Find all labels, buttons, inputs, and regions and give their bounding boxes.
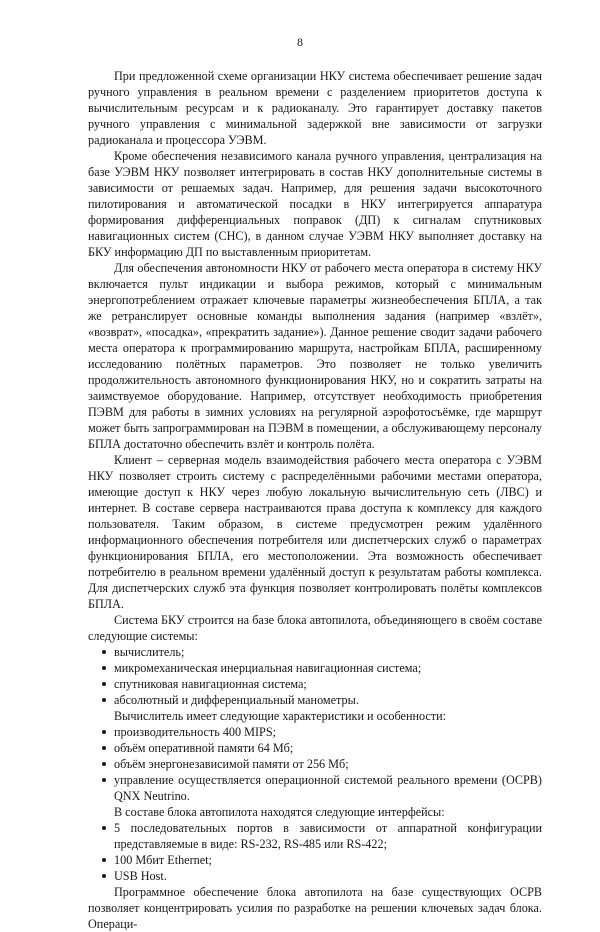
list-item: 100 Мбит Ethernet; (88, 852, 542, 868)
interfaces-list (88, 820, 542, 884)
list-item: спутниковая навигационная система; (88, 676, 542, 692)
list-item: абсолютный и дифференциальный манометры. (88, 692, 542, 708)
paragraph: Вычислитель имеет следующие характеристики и особенности: (114, 709, 447, 723)
page-number: 8 (297, 35, 303, 49)
list-item: вычислитель; (88, 644, 542, 660)
paragraph: Кроме обеспечения независимого канала ручного управления, централизация на базе УЭВМ НКУ позволяет интегрировать в состав НКУ дополнительные системы в зависимости от решаемых задач. Например, для решения задачи высокоточного пилотирования и автоматической посадки в НКУ интегрируется аппаратура формирования дифференциальных поправок (ДП) к сигналам спутниковых навигационных систем (СНС), в данном случае УЭВМ НКУ выполняет доставку на БКУ информацию ДП по выставленным приоритетам. (88, 149, 542, 259)
list-item: USB Host. (88, 868, 542, 884)
page-body (88, 68, 542, 932)
list-item: управление осуществляется операционной системой реального времени (ОСРВ) QNX Neutrino. (88, 772, 542, 804)
paragraph: Для обеспечения автономности НКУ от рабочего места оператора в систему НКУ включается пульт индикации и выбора режимов, который с минимальным энергопотреблением отражает ключевые параметры жизнеобеспечения БПЛА, а так же ретранслирует основные команды выполнения задания (например «взлёт», «возврат», «посадка», «прекратить задание»). Данное решение сводит задачи рабочего места оператора к программированию маршрута, настройкам БПЛА, расширенному исследованию полётных параметров. Это позволяет не только увеличить продолжительность автономного функционирования НКУ, но и сократить затраты на заимствуемое оборудование. Например, отсутствует необходимость приобретения ПЭВМ для работы в зимних условиях на регулярной аэрофотосъёмке, где маршрут может быть запрограммирован на ПЭВМ в помещении, а обслуживающему персоналу БПЛА достаточно обеспечить взлёт и контроль полёта. (88, 261, 542, 451)
paragraph: В составе блока автопилота находятся следующие интерфейсы: (114, 805, 445, 819)
paragraph: При предложенной схеме организации НКУ система обеспечивает решение задач ручного управления в реальном времени с разделением приоритетов доступа к вычислительным ресурсам и к радиоканалу. Это гарантирует доставку пакетов ручного управления с минимальной задержкой вне зависимости от загрузки радиоканала и процессора УЭВМ. (88, 69, 542, 147)
list-item: объём энергонезависимой памяти от 256 Мб; (88, 756, 542, 772)
computer-features-list (88, 724, 542, 804)
list-item: производительность 400 MIPS; (88, 724, 542, 740)
paragraph: Программное обеспечение блока автопилота на базе существующих ОСРВ позволяет концентрировать усилия по разработке на решении ключевых задач блока. Операци- (88, 885, 542, 931)
paragraph: Клиент – серверная модель взаимодействия рабочего места оператора с УЭВМ НКУ позволяет строить систему с распределёнными рабочими местами оператора, имеющие доступ к НКУ через любую локальную вычислительную сеть (ЛВС) и интернет. В составе сервера настраиваются права доступа к комплексу для каждого пользователя. Таким образом, в системе предусмотрен режим удалённого информационного обеспечения потребителя или диспетчерских служб о параметрах функционирования БПЛА, его местоположении. Эта возможность обеспечивает потребителю в реальном времени удалённый доступ к результатам работы комплекса. Для диспетчерских служб эта функция позволяет контролировать полёты комплексов БПЛА. (88, 453, 542, 611)
list-item: 5 последовательных портов в зависимости от аппаратной конфигурации представляемые в виде: RS-232, RS-485 или RS-422; (88, 820, 542, 852)
systems-list (88, 644, 542, 708)
paragraph: Система БКУ строится на базе блока автопилота, объединяющего в своём составе следующие системы: (88, 613, 542, 643)
list-item: объём оперативной памяти 64 Мб; (88, 740, 542, 756)
list-item: микромеханическая инерциальная навигационная система; (88, 660, 542, 676)
